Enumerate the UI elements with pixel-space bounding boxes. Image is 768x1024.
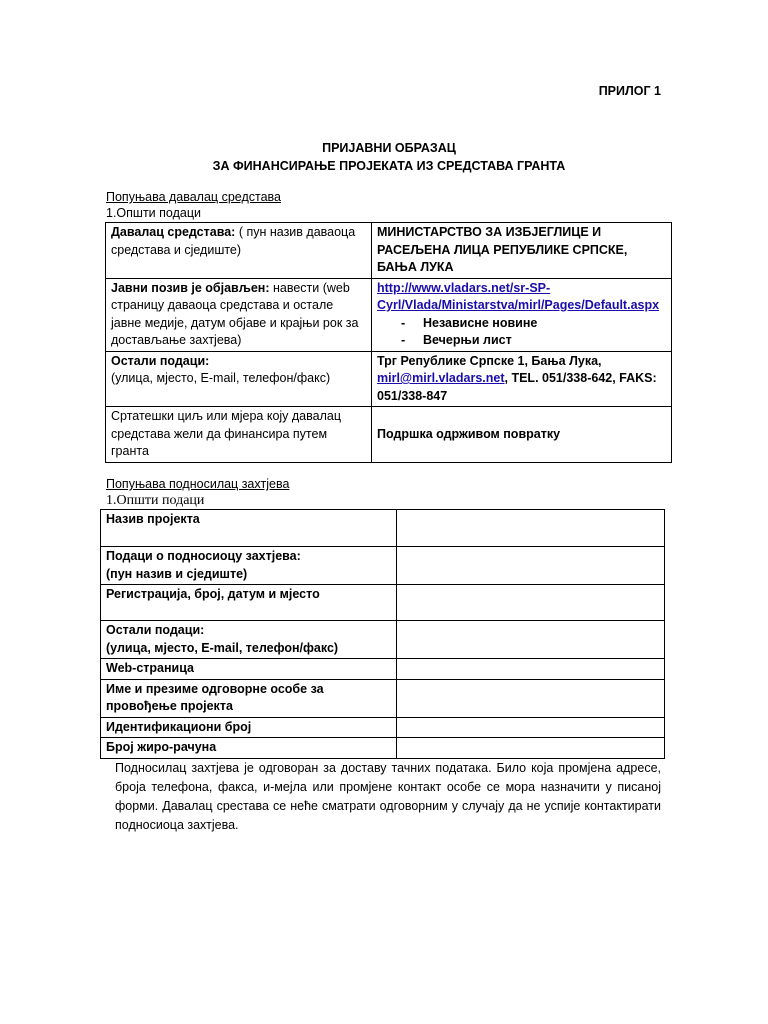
website-link[interactable]: http://www.vladars.net/sr-SP-Cyrl/Vlada/Ministarstva/mirl/Pages/Default.aspx: [377, 280, 660, 312]
email-link[interactable]: mirl@mirl.vladars.net: [377, 371, 505, 385]
table-row: [101, 717, 665, 738]
call-published-label: [106, 278, 372, 351]
label-line: Web-страница: [106, 661, 195, 675]
label-line: Идентификациони број: [106, 719, 252, 734]
registration-field[interactable]: [397, 585, 665, 621]
bank-account-field[interactable]: [397, 738, 665, 759]
media-list: [377, 315, 666, 350]
other-data-label: [106, 351, 372, 407]
label-line: Број жиро-рачуна: [106, 740, 217, 754]
label-line: Регистрација, број, датум и мјесто: [106, 587, 320, 601]
form-title-line2: ЗА ФИНАНСИРАЊЕ ПРОЈЕКАТА ИЗ СРЕДСТАВА ГРАНТА: [212, 159, 566, 173]
label-rest: ( пун назив даваоца средстава и сједиште): [111, 225, 356, 257]
call-published-value: [372, 278, 672, 351]
table-row: [106, 407, 672, 463]
project-name-label: [101, 510, 397, 547]
other-data-label: [101, 621, 397, 659]
applicant-section-subheading: 1.Општи подаци: [106, 493, 205, 508]
table-row: [101, 659, 665, 680]
applicant-info-table: [100, 509, 665, 759]
other-data-field[interactable]: [397, 621, 665, 659]
table-row: [101, 547, 665, 585]
phone-fax-text: , TEL. 051/338-642, FAKS: 051/338-847: [377, 371, 657, 403]
id-number-field[interactable]: [397, 717, 665, 738]
table-row: [101, 738, 665, 759]
label-line: провођење пројекта: [106, 699, 233, 713]
list-item: - Независне новине: [401, 315, 666, 333]
applicant-section-heading: Попуњава подносилац захтјева: [106, 477, 290, 491]
label-line: (улица, мјесто, E-mail, телефон/факс): [106, 640, 339, 655]
list-item: - Вечерњи лист: [401, 332, 666, 350]
project-name-field[interactable]: [397, 510, 665, 547]
label-line: Остали подаци:: [106, 623, 205, 637]
label-bold: Остали подаци:: [111, 353, 210, 368]
table-row: [101, 585, 665, 621]
label-rest: навести (web страницу даваоца средстава и остале јавне медије, датум објаве и крајњи рок за достављање захтјева): [111, 280, 359, 347]
label-line: Име и презиме одговорне особе за: [106, 681, 324, 696]
strategic-goal-value: Подршка одрживом повратку: [372, 407, 672, 463]
label-bold: Давалац средстава:: [111, 225, 236, 239]
bank-account-label: [101, 738, 397, 759]
applicant-data-label: [101, 547, 397, 585]
table-row: [106, 223, 672, 279]
table-row: [101, 679, 665, 717]
grantor-section-heading: Попуњава давалац средстава: [106, 190, 281, 204]
annex-label: ПРИЛОГ 1: [598, 84, 661, 98]
grantor-name-label: [106, 223, 372, 279]
grantor-section-subheading: 1.Општи подаци: [106, 206, 201, 220]
form-title: [105, 139, 673, 175]
applicant-data-field[interactable]: [397, 547, 665, 585]
grantor-name-value: МИНИСТАРСТВО ЗА ИЗБЈЕГЛИЦЕ И РАСЕЉЕНА ЛИЦА РЕПУБЛИКЕ СРПСКЕ, БАЊА ЛУКА: [372, 223, 672, 279]
website-field[interactable]: [397, 659, 665, 680]
label-line: (пун назив и сједиште): [106, 566, 248, 581]
other-data-value: [372, 351, 672, 407]
table-row: [106, 351, 672, 407]
label-rest: (улица, мјесто, E-mail, телефон/факс): [111, 371, 331, 385]
responsible-person-label: [101, 679, 397, 717]
responsibility-note: Подносилац захтјева је одговоран за доставу тачних података. Било која промјена адресе, броја телефона, факса, и-мејла или промјене контакт особе се мора назначити у писаној форми. Давалац срестава се неће сматрати одговорним у случају да не успије контактирати подносиоца захтјева.: [115, 761, 661, 832]
label-line: Подаци о подносиоцу захтјева:: [106, 549, 301, 563]
website-label: [101, 659, 397, 680]
table-row: [101, 621, 665, 659]
label-bold: Јавни позив је објављен:: [111, 280, 270, 295]
form-title-line1: ПРИЈАВНИ ОБРАЗАЦ: [322, 141, 456, 155]
label-line: Назив пројекта: [106, 512, 200, 526]
id-number-label: [101, 717, 397, 738]
responsible-person-field[interactable]: [397, 679, 665, 717]
registration-label: [101, 585, 397, 621]
strategic-goal-label: Сртатешки циљ или мјера коју давалац средстава жели да финансира путем гранта: [106, 407, 372, 463]
table-row: [106, 278, 672, 351]
table-row: [101, 510, 665, 547]
grantor-info-table: [105, 222, 672, 463]
address-text: Трг Републике Српске 1, Бања Лука,: [377, 353, 602, 368]
